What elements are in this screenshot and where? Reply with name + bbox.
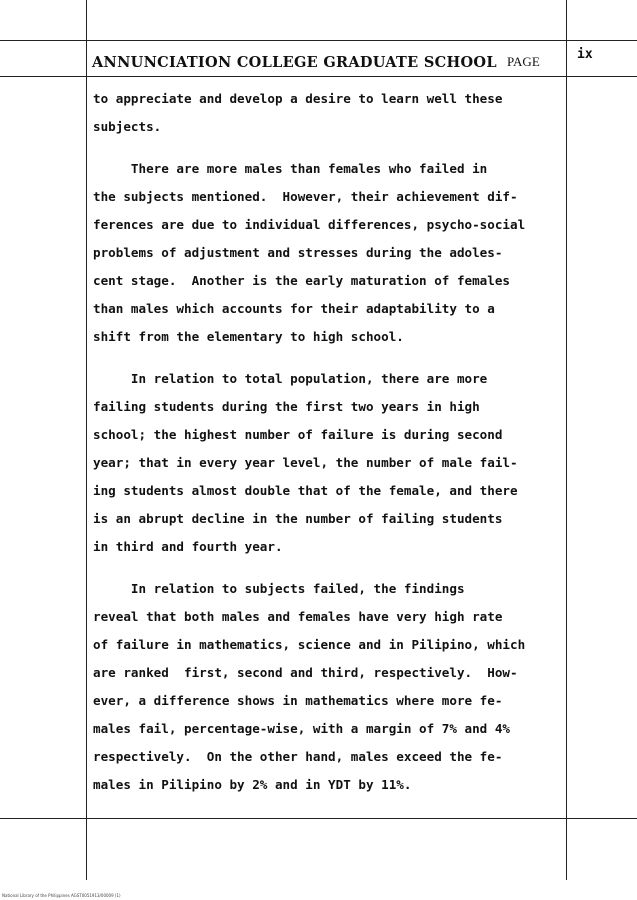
body-text	[93, 85, 573, 799]
page-label: PAGE	[507, 54, 540, 69]
text-line: In relation to total population, there are more	[93, 371, 488, 386]
text-line: In relation to subjects failed, the findings	[93, 581, 465, 596]
header-rule	[0, 76, 637, 77]
text-line: males fail, percentage-wise, with a margin of 7% and 4%	[93, 721, 511, 736]
text-line: males in Pilipino by 2% and in YDT by 11%.	[93, 777, 412, 792]
footer-credit: National Library of the Philippines AGST0051913/00009 (1)	[2, 893, 121, 898]
text-line: shift from the elementary to high school.	[93, 329, 404, 344]
text-line: ferences are due to individual differences, psycho-social	[93, 217, 526, 232]
paragraph	[93, 155, 573, 351]
page-number: ix	[577, 47, 593, 62]
top-rule	[0, 40, 637, 41]
text-line: subjects.	[93, 119, 162, 134]
paragraph	[93, 85, 573, 141]
text-line: reveal that both males and females have very high rate	[93, 609, 503, 624]
text-line: cent stage. Another is the early maturation of females	[93, 273, 511, 288]
school-name: ANNUNCIATION COLLEGE GRADUATE SCHOOL	[92, 54, 497, 71]
text-line: year; that in every year level, the number of male fail-	[93, 455, 518, 470]
text-line: problems of adjustment and stresses during the adoles-	[93, 245, 503, 260]
text-line: than males which accounts for their adaptability to a	[93, 301, 495, 316]
left-margin-rule	[86, 0, 87, 880]
paragraph	[93, 365, 573, 561]
bottom-rule	[0, 818, 637, 819]
page-header	[90, 46, 570, 76]
text-line: the subjects mentioned. However, their achievement dif-	[93, 189, 518, 204]
text-line: respectively. On the other hand, males exceed the fe-	[93, 749, 503, 764]
text-line: is an abrupt decline in the number of failing students	[93, 511, 503, 526]
text-line: There are more males than females who failed in	[93, 161, 488, 176]
paragraph	[93, 575, 573, 799]
text-line: in third and fourth year.	[93, 539, 283, 554]
text-line: ing students almost double that of the female, and there	[93, 483, 518, 498]
text-line: of failure in mathematics, science and in Pilipino, which	[93, 637, 526, 652]
text-line: ever, a difference shows in mathematics where more fe-	[93, 693, 503, 708]
text-line: to appreciate and develop a desire to learn well these	[93, 91, 503, 106]
text-line: school; the highest number of failure is during second	[93, 427, 503, 442]
text-line: failing students during the first two years in high	[93, 399, 480, 414]
text-line: are ranked first, second and third, respectively. How-	[93, 665, 518, 680]
